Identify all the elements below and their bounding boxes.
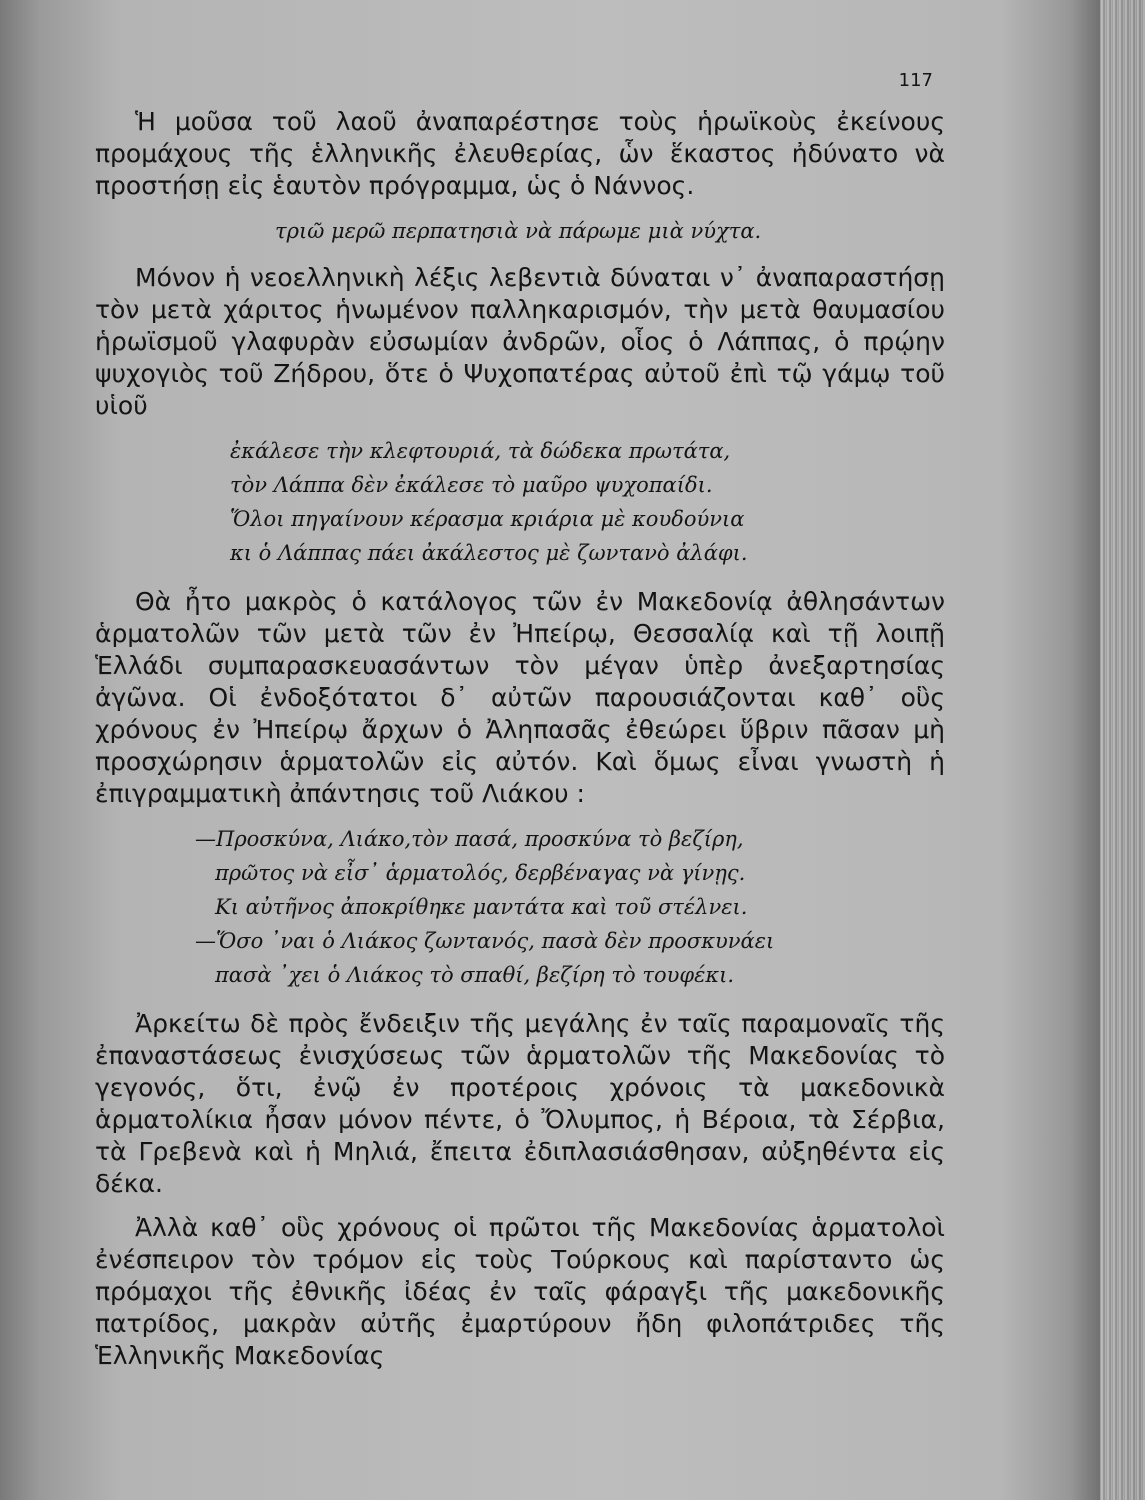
paragraph-2: Μόνον ἡ νεοελληνικὴ λέξις λεβεντιὰ δύναται ν᾽ ἀναπαραστήσῃ τὸν μετὰ χάριτος ἡνωμένον παλληκαρισμόν, τὴν μετὰ θαυμασίου ἡρωϊσμοῦ γλαφυρὰν εὐσωμίαν ἀνδρῶν, οἷος ὁ Λάππας, ὁ πρῴην ψυχογιὸς τοῦ Ζήδρου, ὅτε ὁ Ψυχοπατέρας αὐτοῦ ἐπὶ τῷ γάμῳ τοῦ υἱοῦ xyxy=(95,263,945,420)
paragraph-5: Ἀλλὰ καθ᾽ οὓς χρόνους οἱ πρῶτοι τῆς Μακεδονίας ἁρματολοὶ ἐνέσπειρον τὸν τρόμον εἰς τοὺς Τούρκους καὶ παρίσταντο ὡς πρόμαχοι τῆς ἐθνικῆς ἰδέας ἐν ταῖς φάραγξι τῆς μακεδονικῆς πατρίδος, μακρὰν αὐτῆς ἐμαρτύρουν ἤδη φιλοπάτριδες τῆς Ἑλληνικῆς Μακεδονίας xyxy=(95,1213,945,1370)
verse-line: κι ὁ Λάππας πάει ἀκάλεστος μὲ ζωντανὸ ἀλάφι. xyxy=(230,541,748,565)
verse-line: πρῶτος νὰ εἶσ᾽ ἁρματολός, δερβέναγας νὰ γίνῃς. xyxy=(215,861,746,885)
paragraph-3: Θὰ ἦτο μακρὸς ὁ κατάλογος τῶν ἐν Μακεδονίᾳ ἀθλησάντων ἁρματολῶν τῶν μετὰ τῶν ἐν Ἠπείρῳ, Θεσσαλίᾳ καὶ τῇ λοιπῇ Ἑλλάδι συμπαρασκευασάντων τὸν μέγαν ὑπὲρ ἀνεξαρτησίας ἀγῶνα. Οἱ ἐνδοξότατοι δ᾽ αὐτῶν παρουσιάζονται καθ᾽ οὓς χρόνους ἐν Ἠπείρῳ ἄρχων ὁ Ἀληπασᾶς ἐθεώρει ὕβριν πᾶσαν μὴ προσχώρησιν ἁρματολῶν εἰς αὐτόν. Καὶ ὅμως εἶναι γνωστὴ ἡ ἐπιγραμματικὴ ἀπάντησις τοῦ Λιάκου : xyxy=(95,587,945,808)
book-page-edges xyxy=(1100,0,1145,1500)
verse-line: Ὅλοι πηγαίνουν κέρασμα κριάρια μὲ κουδούνια xyxy=(230,507,745,531)
verse-line: —Ὅσο ᾽ναι ὁ Λιάκος ζωντανός, πασὰ δὲν προσκυνάει xyxy=(195,929,775,953)
verse-line: τὸν Λάππα δὲν ἐκάλεσε τὸ μαῦρο ψυχοπαίδι. xyxy=(230,473,713,497)
verse-line: —Προσκύνα, Λιάκο,τὸν πασά, προσκύνα τὸ βεζίρη, xyxy=(195,827,744,851)
verse-block-2 xyxy=(95,434,945,570)
paragraph-1: Ἡ μοῦσα τοῦ λαοῦ ἀναπαρέστησε τοὺς ἡρωϊκοὺς ἐκείνους προμάχους τῆς ἑλληνικῆς ἐλευθερίας, ὧν ἕκαστος ἠδύνατο νὰ προστήσῃ εἰς ἑαυτὸν πρόγραμμα, ὡς ὁ Νάννος. xyxy=(95,107,945,200)
verse-line: ἐκάλεσε τὴν κλεφτουριά, τὰ δώδεκα πρωτάτα, xyxy=(230,439,731,463)
verse-line: Κι αὐτῆνος ἀποκρίθηκε μαντάτα καὶ τοῦ στέλνει. xyxy=(215,895,748,919)
paragraph-4: Ἀρκείτω δὲ πρὸς ἔνδειξιν τῆς μεγάλης ἐν ταῖς παραμοναῖς τῆς ἐπαναστάσεως ἐνισχύσεως τῶν ἁρματολῶν τῆς Μακεδονίας τὸ γεγονός, ὅτι, ἐνῷ ἐν προτέροις χρόνοις τὰ μακεδονικὰ ἁρματολίκια ἦσαν μόνον πέντε, ὁ Ὄλυμπος, ἡ Βέροια, τὰ Σέρβια, τὰ Γρεβενὰ καὶ ἡ Μηλιά, ἔπειτα ἐδιπλασιάσθησαν, αὐξηθέντα εἰς δέκα. xyxy=(95,1009,945,1198)
page-number: 117 xyxy=(898,70,933,91)
verse-quote-1: τριῶ μερῶ περπατησιὰ νὰ πάρωμε μιὰ νύχτα. xyxy=(275,219,762,243)
page-gutter-shadow xyxy=(1070,0,1100,1500)
page-text-block xyxy=(95,70,945,1384)
verse-block-3 xyxy=(95,822,945,992)
verse-line: πασὰ ᾽χει ὁ Λιάκος τὸ σπαθί, βεζίρη τὸ τουφέκι. xyxy=(215,963,735,987)
